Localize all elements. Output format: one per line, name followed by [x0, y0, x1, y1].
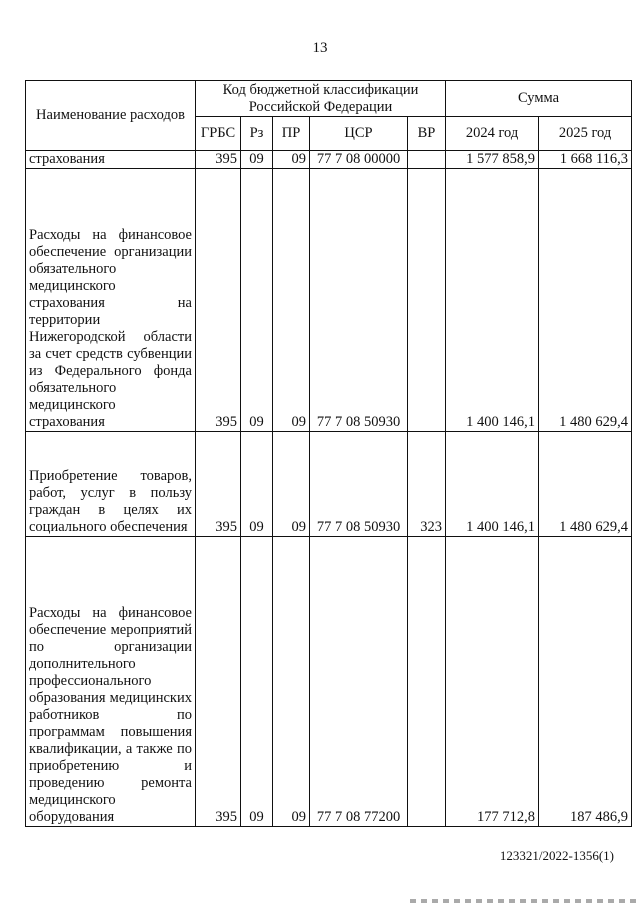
row-sum-2025: 1 480 629,4	[539, 432, 632, 537]
row-pr: 09	[273, 432, 310, 537]
row-rz: 09	[241, 169, 273, 432]
row-grbs: 395	[196, 169, 241, 432]
header-name: Наименование расходов	[26, 81, 196, 151]
scan-edge-mark	[410, 899, 640, 903]
row-vr	[408, 151, 446, 169]
header-sum-group: Сумма	[446, 81, 632, 117]
table-row	[26, 151, 632, 169]
row-rz: 09	[241, 432, 273, 537]
header-row-groups	[26, 81, 632, 117]
row-sum-2025: 187 486,9	[539, 537, 632, 827]
row-name: Расходы на финансовое обеспечение организации обязательного медицинского страхования на территории Нижегородской области за счет средств субвенции из Федерального фонда обязательного медицинского страхования	[26, 169, 196, 432]
row-pr: 09	[273, 169, 310, 432]
row-csr: 77 7 08 77200	[310, 537, 408, 827]
row-name: Приобретение товаров, работ, услуг в пользу граждан в целях их социального обеспечения	[26, 432, 196, 537]
page-number: 13	[312, 40, 328, 56]
budget-table	[25, 80, 632, 827]
header-2025: 2025 год	[539, 117, 632, 151]
row-sum-2024: 177 712,8	[446, 537, 539, 827]
header-rz: Рз	[241, 117, 273, 151]
row-rz: 09	[241, 151, 273, 169]
row-csr: 77 7 08 50930	[310, 169, 408, 432]
row-csr: 77 7 08 00000	[310, 151, 408, 169]
row-name: Расходы на финансовое обеспечение мероприятий по организации дополнительного профессионального образования медицинских работников по программам повышения квалификации, а также по приобретению и проведению ремонта медицинского оборудования	[26, 537, 196, 827]
row-vr	[408, 537, 446, 827]
table-row	[26, 432, 632, 537]
header-pr: ПР	[273, 117, 310, 151]
row-pr: 09	[273, 151, 310, 169]
row-grbs: 395	[196, 151, 241, 169]
row-pr: 09	[273, 537, 310, 827]
table-row	[26, 169, 632, 432]
row-grbs: 395	[196, 432, 241, 537]
header-grbs: ГРБС	[196, 117, 241, 151]
table-row	[26, 537, 632, 827]
row-sum-2025: 1 480 629,4	[539, 169, 632, 432]
row-csr: 77 7 08 50930	[310, 432, 408, 537]
row-vr	[408, 169, 446, 432]
row-name: страхования	[26, 151, 196, 169]
header-vr: ВР	[408, 117, 446, 151]
row-vr: 323	[408, 432, 446, 537]
row-grbs: 395	[196, 537, 241, 827]
row-sum-2024: 1 577 858,9	[446, 151, 539, 169]
row-sum-2024: 1 400 146,1	[446, 169, 539, 432]
row-rz: 09	[241, 537, 273, 827]
row-sum-2024: 1 400 146,1	[446, 432, 539, 537]
header-2024: 2024 год	[446, 117, 539, 151]
header-csr: ЦСР	[310, 117, 408, 151]
row-sum-2025: 1 668 116,3	[539, 151, 632, 169]
document-code: 123321/2022-1356(1)	[499, 848, 614, 863]
header-code-group: Код бюджетной классификации Российской Федерации	[196, 81, 446, 117]
